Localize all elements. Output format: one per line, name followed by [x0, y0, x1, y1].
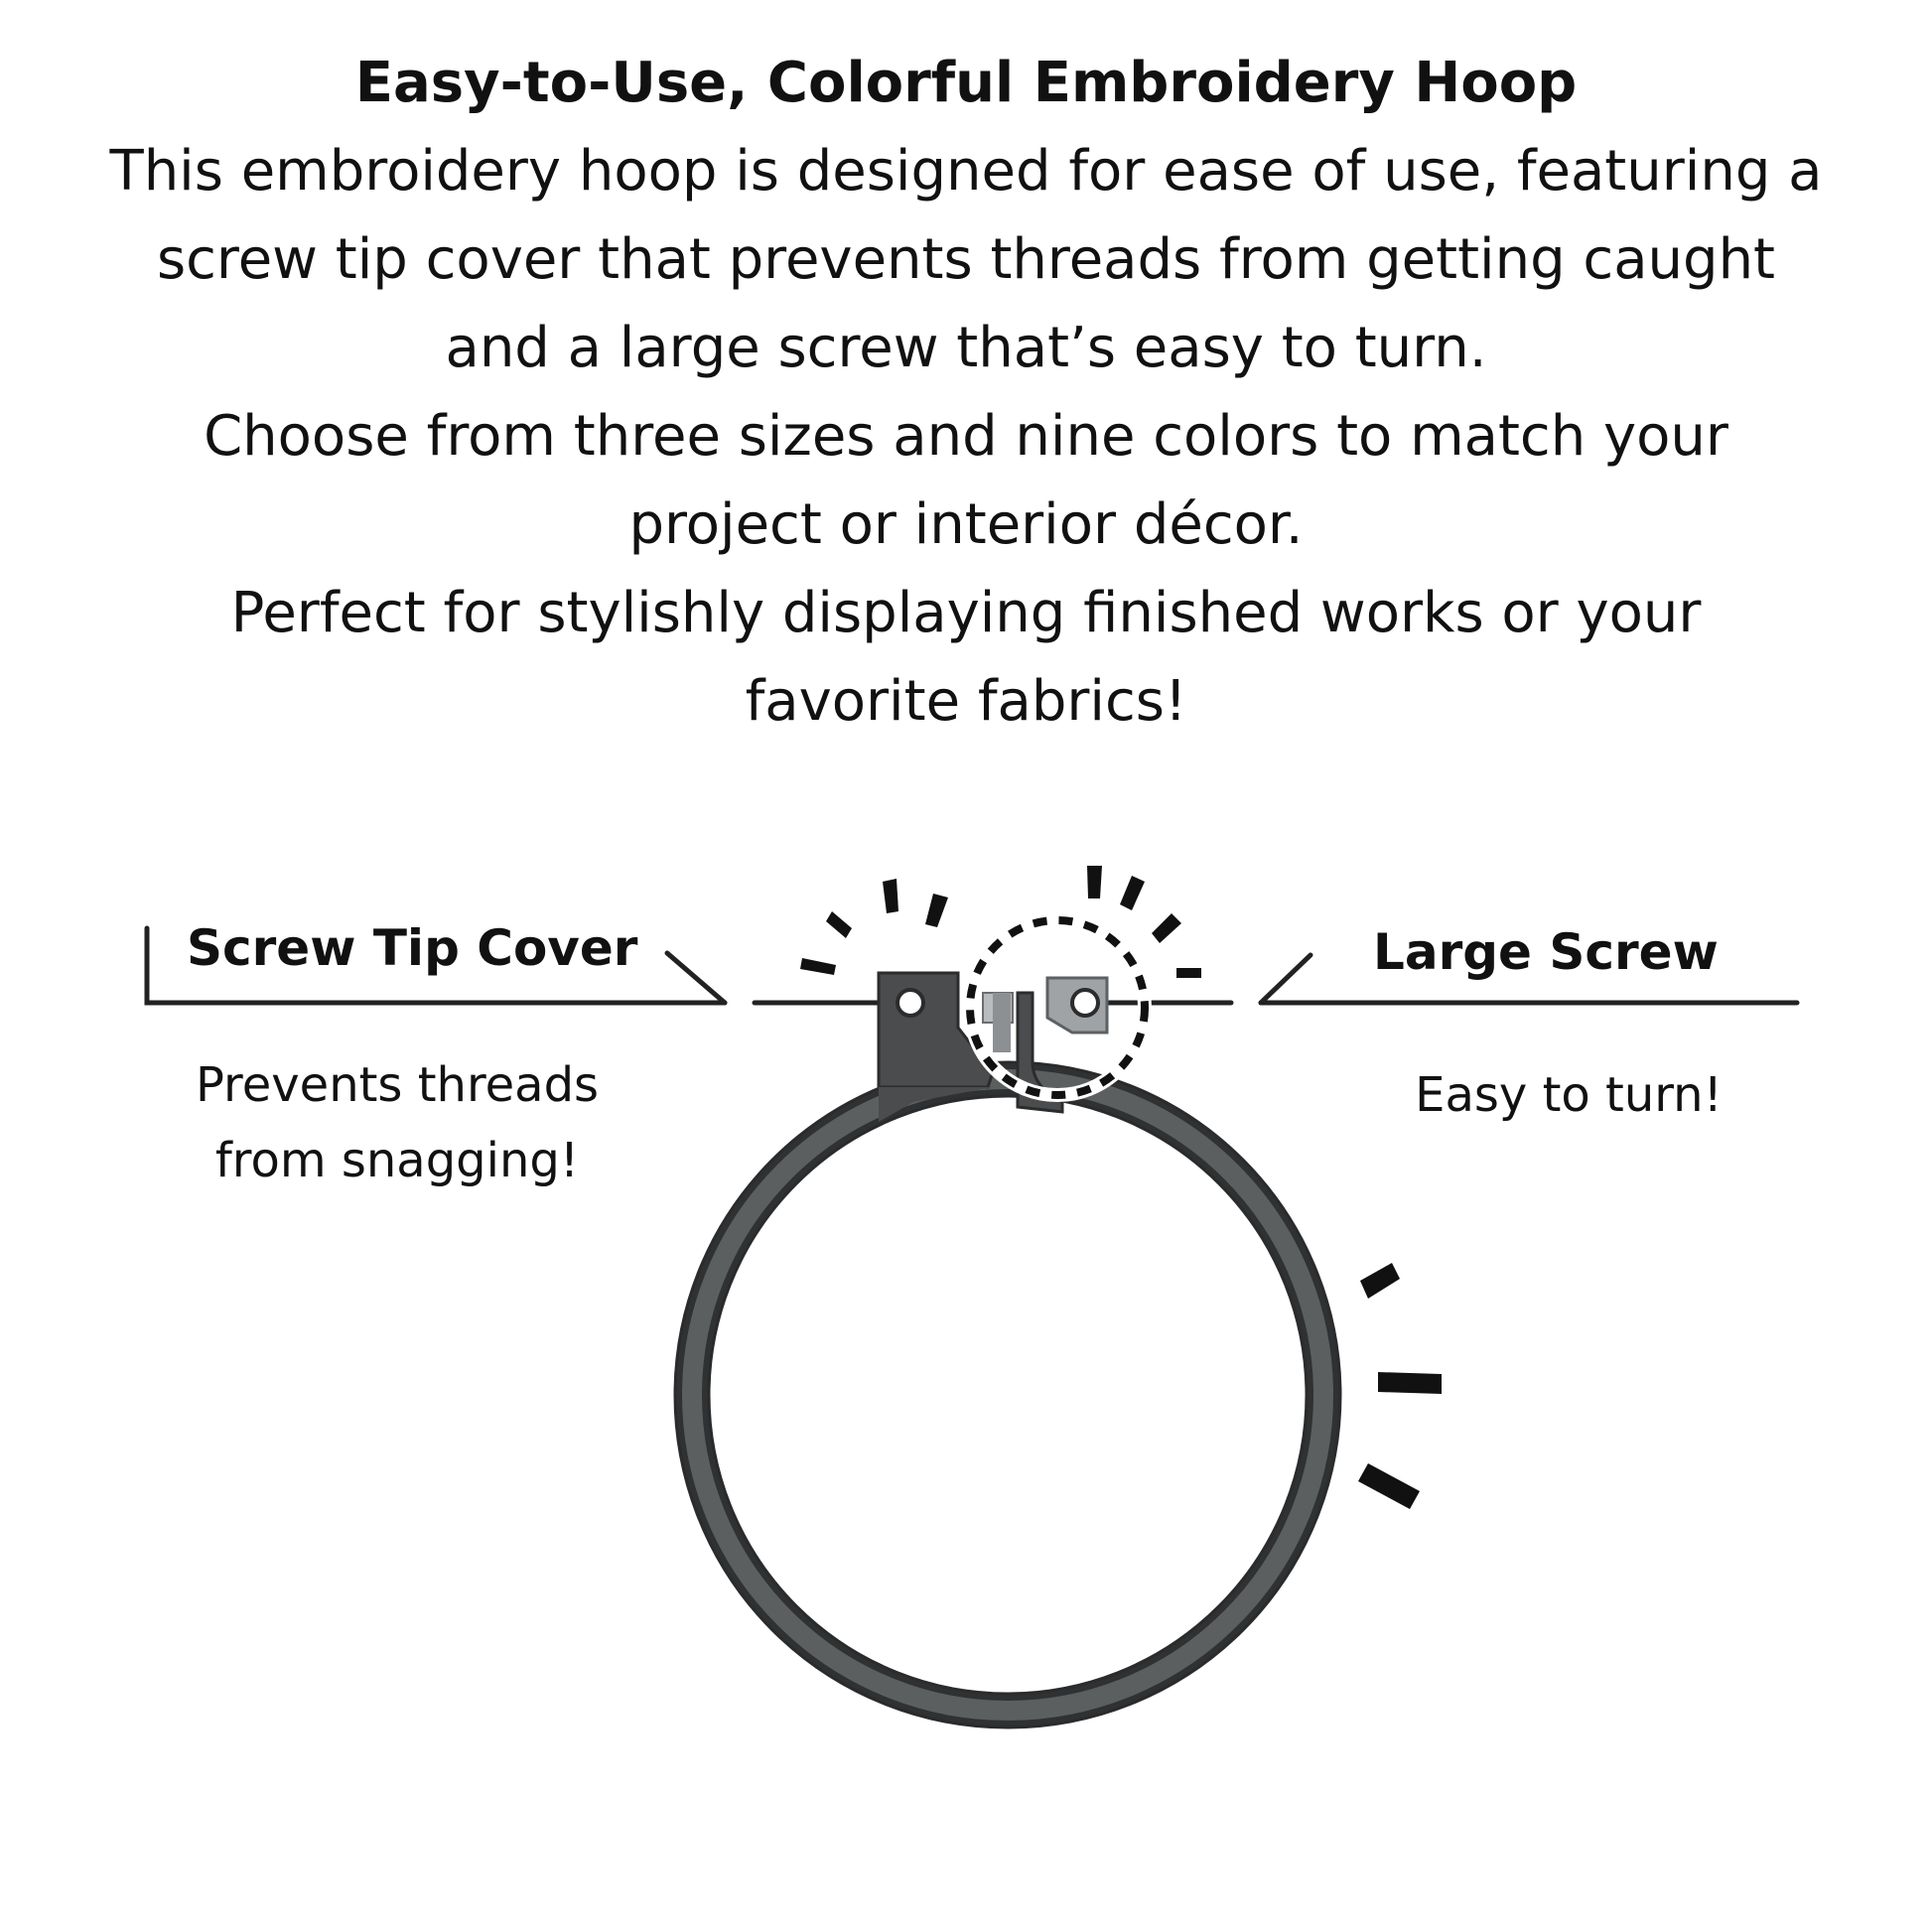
large-screw-label: Large Screw — [1373, 923, 1719, 981]
burst-marks-side — [1358, 1263, 1442, 1509]
screw-tip-cover-label: Screw Tip Cover — [187, 919, 638, 977]
description-block-3 — [0, 569, 1932, 746]
page-title: Easy-to-Use, Colorful Embroidery Hoop — [354, 51, 1578, 115]
embroidery-hoop-icon — [675, 1062, 1340, 1727]
description-line: This embroidery hoop is designed for ease of use, featuring a screw tip cover that prevents threads from getting caught and a large screw that’s easy to turn. — [109, 139, 1823, 380]
description-line: Choose from three sizes and nine colors to match your project or interior décor. — [204, 404, 1728, 557]
screw-tip-cover-note — [149, 1047, 645, 1198]
large-screw-note: Easy to turn! — [1415, 1067, 1723, 1123]
description-line: Perfect for stylishly displaying finished works or your favorite fabrics! — [230, 581, 1702, 734]
note-line: from snagging! — [214, 1133, 580, 1188]
burst-marks-left — [800, 879, 948, 975]
description-block-2 — [0, 392, 1932, 569]
burst-marks-right — [1087, 866, 1201, 978]
note-line: Prevents threads — [195, 1057, 600, 1113]
